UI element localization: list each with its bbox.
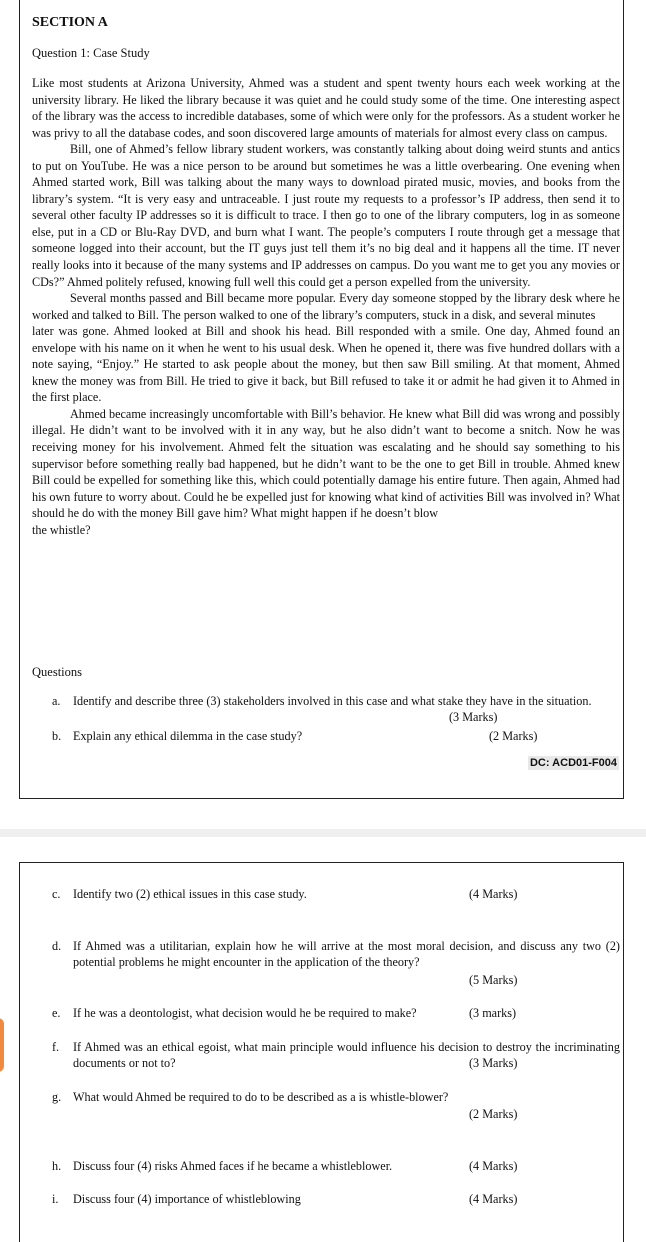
question-marks: (4 Marks) xyxy=(469,1192,518,1206)
case-study-text xyxy=(32,75,620,538)
paragraph: Ahmed became increasingly uncomfortable with Bill’s behavior. He knew what Bill did was wrong and possibly illegal. He didn’t want to be involved with it in any way, but he also didn’t want to become a snitch. Now he was receiving money for his involvement. Ahmed felt the situation was escalating and he should say something to his supervisor before something really bad happened, but he didn’t want to be the one to get Bill in trouble. Ahmed knew Bill could be expelled for something like this, which could potentially damage his entire future. Then again, Ahmed had his own future to worry about. Could he be expelled just for knowing what kind of activities Bill was involved in? What should he do with the money Bill gave him? What might happen if he doesn’t blow xyxy=(32,406,620,521)
paragraph: the whistle? xyxy=(32,522,91,537)
question-marks: (5 Marks) xyxy=(469,973,518,987)
question-letter: d. xyxy=(52,939,62,953)
question-text: Identify two (2) ethical issues in this case study. xyxy=(73,887,307,901)
paragraph: Bill, one of Ahmed’s fellow library student workers, was constantly talking about doing weird stunts and antics to put on YouTube. He was a nice person to be around but sometimes he was a little overbearing. One evening when Ahmed started work, Bill was talking about the many ways to download pirated music, movies, and books from the library’s system. “It is very easy and untraceable. I just route my requests to a professor’s IP address, then send it to several other faculty IP addresses so it is difficult to trace. I then go to one of the library computers, log in as someone else, put in a CD or Blu-Ray DVD, and burn what I want. The people’s computers I route through get a message that someone logged into their account, but the IT guys just tell them it’s no big deal and it happens all the time. IT never really looks into it because of the many systems and IP addresses on campus. Do you want me to get you any movies or CDs?” Ahmed politely refused, knowing full well this could get a person expelled from the university. xyxy=(32,142,620,289)
question-letter: b. xyxy=(52,729,62,743)
question-letter: f. xyxy=(52,1040,60,1054)
questions-heading: Questions xyxy=(32,665,82,679)
question-marks: (3 marks) xyxy=(469,1006,517,1020)
question-text: Discuss four (4) risks Ahmed faces if he became a whistleblower. xyxy=(73,1159,393,1173)
question-text: What would Ahmed be required to do to be described as a is whistle-blower? xyxy=(73,1090,449,1104)
question-title: Question 1: Case Study xyxy=(32,46,150,60)
question-marks: (4 Marks) xyxy=(469,887,518,901)
question-letter: c. xyxy=(52,887,61,901)
section-title: SECTION A xyxy=(32,15,108,30)
document-code: DC: ACD01-F004 xyxy=(529,757,617,769)
question-text: If Ahmed was a utilitarian, explain how he will arrive at the most moral decision, and discuss any two (2) potential problems he might encounter in the application of the theory? xyxy=(73,939,620,969)
question-letter: e. xyxy=(52,1006,61,1020)
question-text: Explain any ethical dilemma in the case study? xyxy=(73,729,303,743)
question-letter: i. xyxy=(52,1192,59,1206)
document-page-1 xyxy=(19,0,624,799)
side-tab-handle[interactable] xyxy=(0,1018,4,1072)
question-text: If Ahmed was an ethical egoist, what main principle would influence his decision to destroy the incriminating documents or not to? xyxy=(73,1040,620,1070)
question-marks: (3 Marks) xyxy=(469,1056,518,1070)
page-separator xyxy=(0,829,646,837)
paragraph: Several months passed and Bill became more popular. Every day someone stopped by the library desk where he worked and talked to Bill. The person walked to one of the library’s computers, stuck in a disk, and several minutes xyxy=(32,291,620,322)
question-letter: g. xyxy=(52,1090,62,1104)
paragraph: Like most students at Arizona University, Ahmed was a student and spent twenty hours each week working at the university library. He liked the library because it was quiet and he could study some of the time. One interesting aspect of the library was the access to incredible databases, some of which were only for the professors. As a student worker he was privy to all the database codes, and soon discovered large amounts of materials for almost every class on campus. xyxy=(32,76,620,140)
question-text: If he was a deontologist, what decision would he be required to make? xyxy=(73,1006,417,1020)
question-marks: (4 Marks) xyxy=(469,1159,518,1173)
question-marks: (3 Marks) xyxy=(449,710,498,724)
document-page-2 xyxy=(19,862,624,1242)
question-text: Identify and describe three (3) stakeholders involved in this case and what stake they have in the situation. xyxy=(73,694,592,708)
paragraph: later was gone. Ahmed looked at Bill and shook his head. Bill responded with a smile. One day, Ahmed found an envelope with his name on it when he went to his usual desk. When he opened it, there was five hundred dollars with a note saying, “Enjoy.” He started to ask people about the money, but then saw Bill smiling. At that moment, Ahmed knew the money was from Bill. He tried to give it back, but Bill refused to take it or admit he had given it to Ahmed in the first place. xyxy=(32,324,620,405)
question-marks: (2 Marks) xyxy=(489,729,538,743)
question-letter: h. xyxy=(52,1159,62,1173)
question-marks: (2 Marks) xyxy=(469,1107,518,1121)
question-letter: a. xyxy=(52,694,61,708)
question-text: Discuss four (4) importance of whistleblowing xyxy=(73,1192,301,1206)
